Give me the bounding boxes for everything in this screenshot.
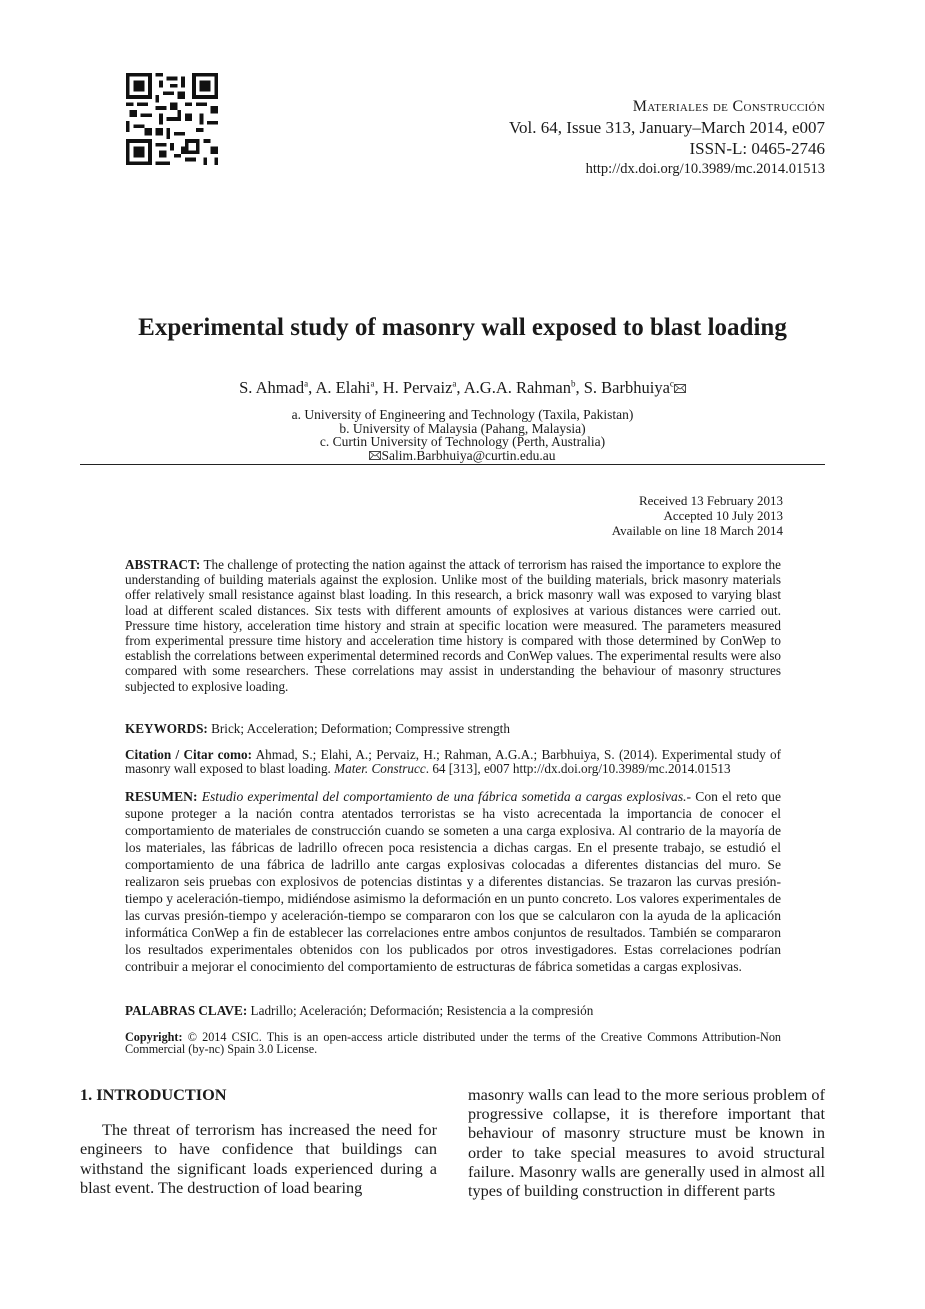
citation	[125, 748, 781, 776]
affiliation-b: b. University of Malaysia (Pahang, Malaysia)	[339, 420, 586, 436]
journal-volume: Vol. 64, Issue 313, January–March 2014, e007	[508, 118, 825, 137]
author-name: S. Ahmad	[239, 378, 305, 397]
intro-paragraph-continued: masonry walls can lead to the more serious problem of progressive collapse, it is therefore important that behaviour of masonry structure must be known in order to take special measures to avoid structural failure. Masonry walls are generally used in almost all types of building construction in different parts	[468, 1085, 825, 1201]
author-affiliation-mark: a	[304, 378, 309, 389]
palabras-text: Ladrillo; Aceleración; Deformación; Resistencia a la compresión	[250, 1003, 594, 1018]
resumen-label: RESUMEN:	[125, 789, 198, 804]
affiliation-a: a. University of Engineering and Technology (Taxila, Pakistan)	[291, 407, 634, 422]
author-affiliation-mark: a	[370, 378, 375, 389]
keywords	[125, 721, 781, 736]
email-address[interactable]: Salim.Barbhuiya@curtin.edu.au	[381, 447, 556, 463]
author-name: A.G.A. Rahman	[463, 378, 571, 397]
abstract-label: ABSTRACT:	[125, 557, 201, 572]
citation-text: Ahmad, S.; Elahi, A.; Pervaiz, H.; Rahman, A.G.A.; Barbhuiya, S. (2014). Experimental study of masonry wall exposed to blast loading.	[125, 747, 781, 776]
intro-paragraph: The threat of terrorism has increased the need for engineers to have confidence that buildings can withstand the significant loads experienced during a blast event. The destruction of load bearing	[80, 1120, 437, 1197]
online-date: Available on line 18 March 2014	[611, 523, 783, 538]
resumen	[125, 788, 781, 975]
copyright-label: Copyright:	[125, 1030, 183, 1044]
keywords-label: KEYWORDS:	[125, 721, 208, 736]
citation-label: Citation / Citar como:	[125, 747, 252, 762]
author-affiliation-mark: a	[452, 378, 457, 389]
intro-right-column	[468, 1085, 825, 1200]
header-divider	[80, 464, 825, 465]
abstract-text: The challenge of protecting the nation against the attack of terrorism has raised the importance to explore the understanding of building materials against the explosion. Unlike most of the building materials, brick masonry materials offer relatively small resistance against blast loading. In this research, a brick masonry wall was exposed to varying blast load at different scaled distances. Six tests with different amounts of explosives at various distances were carried out. Pressure time history, acceleration time history and strain at specific location were measured. The parameters measured from experimental pressure time history and acceleration time history is compared with those determined by ConWep to establish the correlations between experimental determined records and ConWep values. The experimental results were also compared with some researchers. These correlations may assist in understanding the behaviour of masonry structures subjected to explosive loading.	[125, 557, 781, 694]
abstract	[125, 557, 781, 694]
corresponding-email[interactable]	[0, 449, 925, 463]
author-affiliation-mark: b	[571, 378, 576, 389]
affiliations	[0, 408, 925, 462]
copyright-text: © 2014 CSIC. This is an open-access article distributed under the terms of the Creative Commons Attribution-Non Commercial (by-nc) Spain 3.0 License.	[125, 1030, 782, 1057]
palabras-clave	[125, 1003, 781, 1018]
journal-issn: ISSN-L: 0465-2746	[689, 139, 825, 158]
author-name: H. Pervaiz	[382, 378, 453, 397]
citation-text-tail: . 64 [313], e007 http://dx.doi.org/10.3989/mc.2014.01513	[425, 761, 731, 776]
palabras-label: PALABRAS CLAVE:	[125, 1003, 248, 1018]
received-date: Received 13 February 2013	[638, 493, 783, 508]
envelope-icon[interactable]	[674, 384, 686, 393]
resumen-text: - Con el reto que supone proteger a la nación contra atentados terroristas se ha visto acrecentada la importancia de conocer el comportamiento de materiales de construcción cuando se someten a una carga explosiva. Al contrario de la mayoría de los materiales, las fábricas de ladrillo ofrecen poca resistencia a dichas cargas. En el presente trabajo, se estudió el comportamiento de una fábrica de ladrillo ante cargas explosivas colocadas a diferentes distancias del muro. Se realizaron seis pruebas con explosivos de potencias distintas y a diferentes distancias. Se trazaron las curvas presión-tiempo y aceleración-tiempo, midiéndose asimismo la deformación en un punto concreto. Los valores experimentales de las curvas presión-tiempo y aceleración-tiempo se compararon con los que se calcularon con la ayuda de la aplicación informática ConWep a fin de establecer las correlaciones entre ambos conjuntos de resultados. También se compararon los resultados experimentales obtenidos con los publicados por otros investigadores. Estas correlaciones podrían contribuir a mejorar el conocimiento del comportamiento de estructuras de fábrica sometidas a cargas explosivas.	[125, 789, 781, 974]
journal-doi-link[interactable]: http://dx.doi.org/10.3989/mc.2014.01513	[585, 161, 825, 177]
section-heading: 1. INTRODUCTION	[80, 1085, 227, 1104]
copyright	[125, 1031, 781, 1056]
journal-name: Materiales de Construcción	[632, 98, 825, 115]
author-affiliation-mark: c	[669, 378, 674, 389]
author-list: S. Ahmad$^a$, A. Elahi$^a$, H. Pervaiz$^a$, A.G.A. Rahman$^b$, S. Barbhuiya$^c$	[0, 378, 925, 398]
keywords-text: Brick; Acceleration; Deformation; Compressive strength	[211, 721, 510, 736]
intro-left-column	[80, 1085, 437, 1197]
paper-title: Experimental study of masonry wall exposed to blast loading	[138, 314, 787, 341]
resumen-title: Estudio experimental del comportamiento de una fábrica sometida a cargas explosivas.	[201, 789, 687, 804]
author-name: S. Barbhuiya	[583, 378, 670, 397]
citation-journal: Mater. Construcc	[334, 761, 426, 776]
accepted-date: Accepted 10 July 2013	[663, 508, 783, 523]
journal-header	[509, 96, 825, 180]
qr-code-icon	[126, 73, 218, 165]
article-dates	[612, 493, 783, 538]
author-name: A. Elahi	[315, 378, 371, 397]
affiliation-c: c. Curtin University of Technology (Perth, Australia)	[319, 434, 606, 449]
envelope-icon	[369, 451, 381, 460]
